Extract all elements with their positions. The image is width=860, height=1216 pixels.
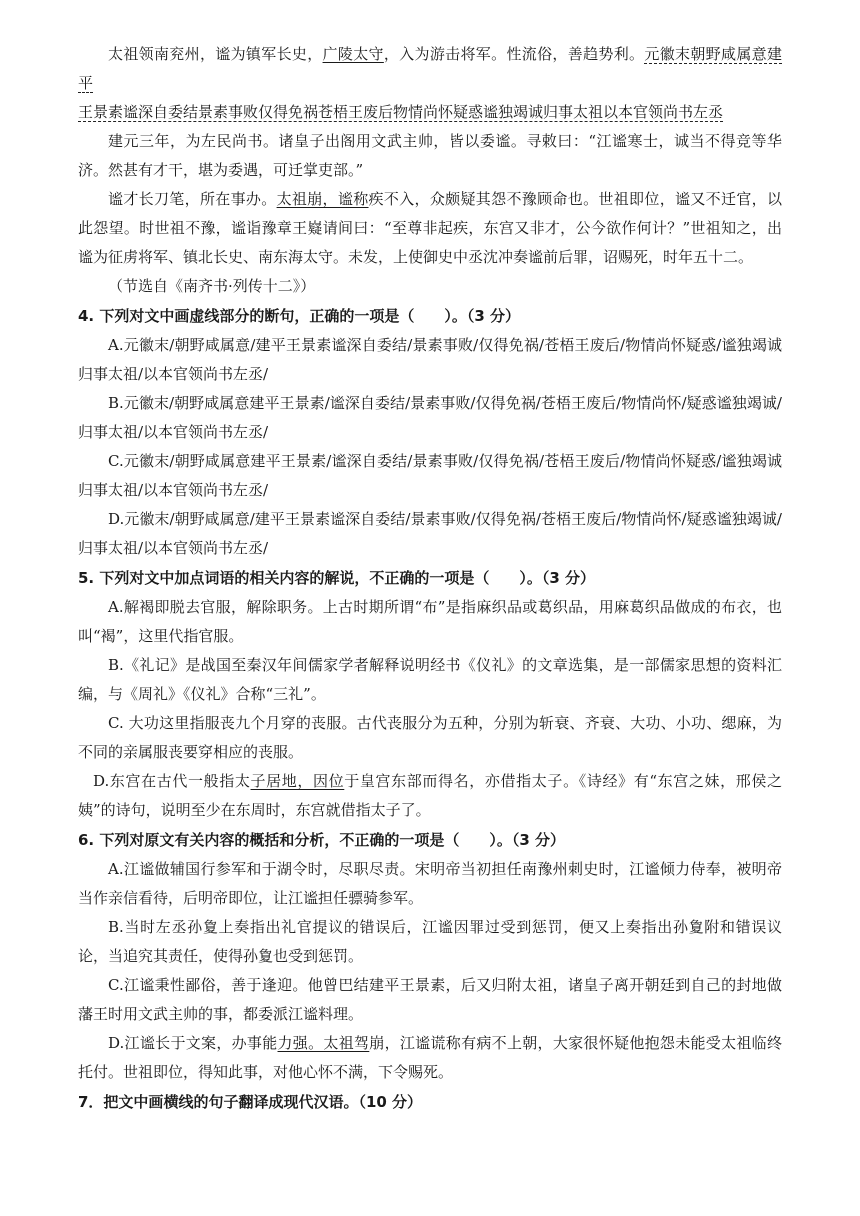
passage-paragraph-2: 建元三年，为左民尚书。诸皇子出阁用文武主帅，皆以委谧。寻敕曰：“江谧寒士，诚当不得竞等华济。然甚有才干，堪为委遇，可迁掌吏部。” xyxy=(78,132,782,179)
question-5-title: 5. 下列对文中加点词语的相关内容的解说，不正确的一项是（ ）。（3 分） xyxy=(78,569,596,587)
question-6-option-a: A.江谧做辅国行参军和于湖令时，尽职尽责。宋明帝当初担任南豫州刺史时，江谧倾力侍奉，被明帝当作亲信看待，后明帝即位，让江谧担任骠骑参军。 xyxy=(78,860,782,907)
passage-paragraph-1-cont xyxy=(78,98,782,127)
reading-passage xyxy=(78,40,782,301)
passage-paragraph-1: 太祖领南兖州，谧为镇军长史，广陵太守，入为游击将军。性流俗，善趋势利。元徽末朝野咸属意建平 xyxy=(78,45,782,92)
source-citation: （节选自《南齐书·列传十二》） xyxy=(108,277,316,295)
passage-paragraph-3: 谧才长刀笔，所在事办。太祖崩，谧称疾不入，众颇疑其怨不豫顾命也。世祖即位，谧又不迁官，以此怨望。时世祖不豫，谧诣豫章王嶷请间曰：“至尊非起疾，东宫又非才，公今欲作何计？”世祖知之，出谧为征虏将军、镇北长史、南东海太守。未发，上使御史中丞沈冲奏谧前后罪，诏赐死，时年五十二。 xyxy=(78,190,782,266)
question-5 xyxy=(78,563,782,825)
question-4-option-a: A.元徽末/朝野咸属意/建平王景素谧深自委结/景素事败/仅得免祸/苍梧王废后/物情尚怀疑惑/谧独竭诚归事太祖/以本官领尚书左丞/ xyxy=(78,336,782,383)
dashed-sentence-cont: 王景素谧深自委结景素事败仅得免祸苍梧王废后物情尚怀疑惑谧独竭诚归事太祖以本官领尚书左丞 xyxy=(78,103,724,121)
question-4-title: 4. 下列对文中画虚线部分的断句，正确的一项是（ ）。（3 分） xyxy=(78,307,521,325)
question-7 xyxy=(78,1087,782,1117)
question-5-option-b: B.《礼记》是战国至秦汉年间儒家学者解释说明经书《仪礼》的文章选集，是一部儒家思想的资料汇编，与《周礼》《仪礼》合称“三礼”。 xyxy=(78,656,782,703)
question-5-option-c: C. 大功这里指服丧九个月穿的丧服。古代丧服分为五种，分别为斩衰、齐衰、大功、小功、缌麻，为不同的亲属服丧要穿相应的丧服。 xyxy=(78,714,782,761)
question-6-option-c: C.江谧秉性鄙俗，善于逢迎。他曾巴结建平王景素，后又归附太祖，诸皇子离开朝廷到自己的封地做藩王时用文武主帅的事，都委派江谧料理。 xyxy=(78,976,782,1023)
question-5-option-d: D.东宫在古代一般指太子居地，因位于皇宫东部而得名，亦借指太子。《诗经》有“东宫之妹，邢侯之姨”的诗句，说明至少在东周时，东宫就借指太子了。 xyxy=(78,772,782,819)
underlined-phrase: 力强。太祖驾 xyxy=(277,1034,370,1052)
question-5-option-a: A.解褐即脱去官服，解除职务。上古时期所谓“布”是指麻织品或葛织品，用麻葛织品做成的布衣，也叫“褐”，这里代指官服。 xyxy=(78,598,782,645)
question-4-option-b: B.元徽末/朝野咸属意建平王景素/谧深自委结/景素事败/仅得免祸/苍梧王废后/物情尚怀/疑惑谧独竭诚/归事太祖/以本官领尚书左丞/ xyxy=(78,394,782,441)
question-6-title: 6. 下列对原文有关内容的概括和分析，不正确的一项是（ ）。（3 分） xyxy=(78,831,566,849)
question-6-option-b: B.当时左丞孙夐上奏指出礼官提议的错误后，江谧因罪过受到惩罚，便又上奏指出孙夐附和错误议论，当追究其责任，使得孙夐也受到惩罚。 xyxy=(78,918,782,965)
question-6 xyxy=(78,825,782,1087)
question-4-option-d: D.元徽末/朝野咸属意/建平王景素谧深自委结/景素事败/仅得免祸/苍梧王废后/物情尚怀/疑惑谧独竭诚/归事太祖/以本官领尚书左丞/ xyxy=(78,510,782,557)
question-7-title: 7．把文中画横线的句子翻译成现代汉语。（10 分） xyxy=(78,1093,423,1111)
dashed-sentence: 元徽末朝野咸属意建平 xyxy=(78,45,782,92)
question-6-option-d: D.江谧长于文案，办事能力强。太祖驾崩，江谧谎称有病不上朝，大家很怀疑他抱怨未能受太祖临终托付。世祖即位，得知此事，对他心怀不满，下令赐死。 xyxy=(78,1034,782,1081)
underlined-sentence: 太祖崩，谧称 xyxy=(276,190,369,208)
underlined-phrase: 子居地，因位 xyxy=(250,772,345,790)
question-4 xyxy=(78,301,782,563)
underlined-phrase: 广陵太守 xyxy=(322,45,384,63)
question-4-option-c: C.元徽末/朝野咸属意建平王景素/谧深自委结/景素事败/仅得免祸/苍梧王废后/物情尚怀疑惑/谧独竭诚归事太祖/以本官领尚书左丞/ xyxy=(78,452,782,499)
